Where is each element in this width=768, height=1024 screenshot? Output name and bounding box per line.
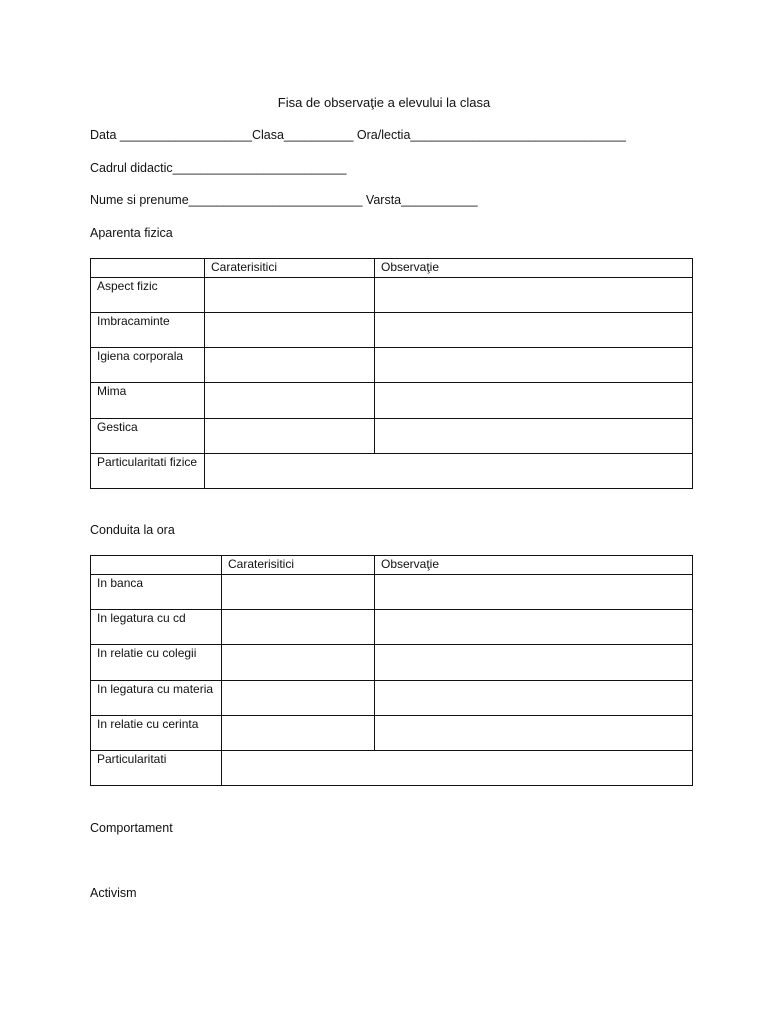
section-heading-physical: Aparenta fizica	[90, 226, 173, 240]
table-row	[91, 751, 693, 786]
table-row	[91, 313, 693, 348]
table-row	[91, 419, 693, 454]
characteristics-cell	[222, 681, 375, 716]
teacher-line: Cadrul didactic_________________________	[90, 161, 347, 175]
characteristics-cell	[222, 645, 375, 681]
observation-cell	[375, 383, 693, 419]
row-label: Aspect fizic	[91, 278, 205, 313]
column-header-blank	[91, 259, 205, 278]
table-row	[91, 610, 693, 645]
characteristics-cell	[205, 313, 375, 348]
table-header-row	[91, 259, 693, 278]
row-label: Mima	[91, 383, 205, 419]
observation-cell	[375, 313, 693, 348]
row-label: In legatura cu materia	[91, 681, 222, 716]
table-row	[91, 278, 693, 313]
column-header-observation: Observaţie	[375, 556, 693, 575]
table-row	[91, 575, 693, 610]
table-row	[91, 383, 693, 419]
date-class-lesson-line: Data ___________________Clasa__________ Ora/lectia_______________________________	[90, 128, 626, 142]
observation-cell	[375, 716, 693, 751]
characteristics-cell	[205, 383, 375, 419]
observation-cell	[375, 575, 693, 610]
column-header-observation: Observaţie	[375, 259, 693, 278]
column-header-characteristics: Caraterisitici	[222, 556, 375, 575]
section-heading-behavior: Comportament	[90, 821, 173, 835]
physical-appearance-table	[90, 258, 693, 489]
table-row	[91, 645, 693, 681]
column-header-blank	[91, 556, 222, 575]
column-header-characteristics: Caraterisitici	[205, 259, 375, 278]
observation-cell	[375, 681, 693, 716]
merged-cell	[205, 454, 693, 489]
section-heading-conduct: Conduita la ora	[90, 523, 175, 537]
row-label: Gestica	[91, 419, 205, 454]
observation-cell	[375, 419, 693, 454]
characteristics-cell	[205, 348, 375, 383]
class-conduct-table	[90, 555, 693, 786]
table-row	[91, 716, 693, 751]
table-row	[91, 348, 693, 383]
row-label: Particularitati fizice	[91, 454, 205, 489]
observation-cell	[375, 645, 693, 681]
observation-cell	[375, 610, 693, 645]
characteristics-cell	[205, 419, 375, 454]
observation-cell	[375, 278, 693, 313]
table-header-row	[91, 556, 693, 575]
table-row	[91, 681, 693, 716]
table-row	[91, 454, 693, 489]
row-label: In relatie cu cerinta	[91, 716, 222, 751]
characteristics-cell	[222, 575, 375, 610]
document-title: Fisa de observaţie a elevului la clasa	[277, 95, 491, 110]
observation-cell	[375, 348, 693, 383]
section-heading-activism: Activism	[90, 886, 137, 900]
characteristics-cell	[222, 610, 375, 645]
row-label: In legatura cu cd	[91, 610, 222, 645]
row-label: In relatie cu colegii	[91, 645, 222, 681]
characteristics-cell	[222, 716, 375, 751]
row-label: Imbracaminte	[91, 313, 205, 348]
row-label: Particularitati	[91, 751, 222, 786]
name-age-line: Nume si prenume_________________________ Varsta___________	[90, 193, 478, 207]
row-label: Igiena corporala	[91, 348, 205, 383]
row-label: In banca	[91, 575, 222, 610]
characteristics-cell	[205, 278, 375, 313]
merged-cell	[222, 751, 693, 786]
